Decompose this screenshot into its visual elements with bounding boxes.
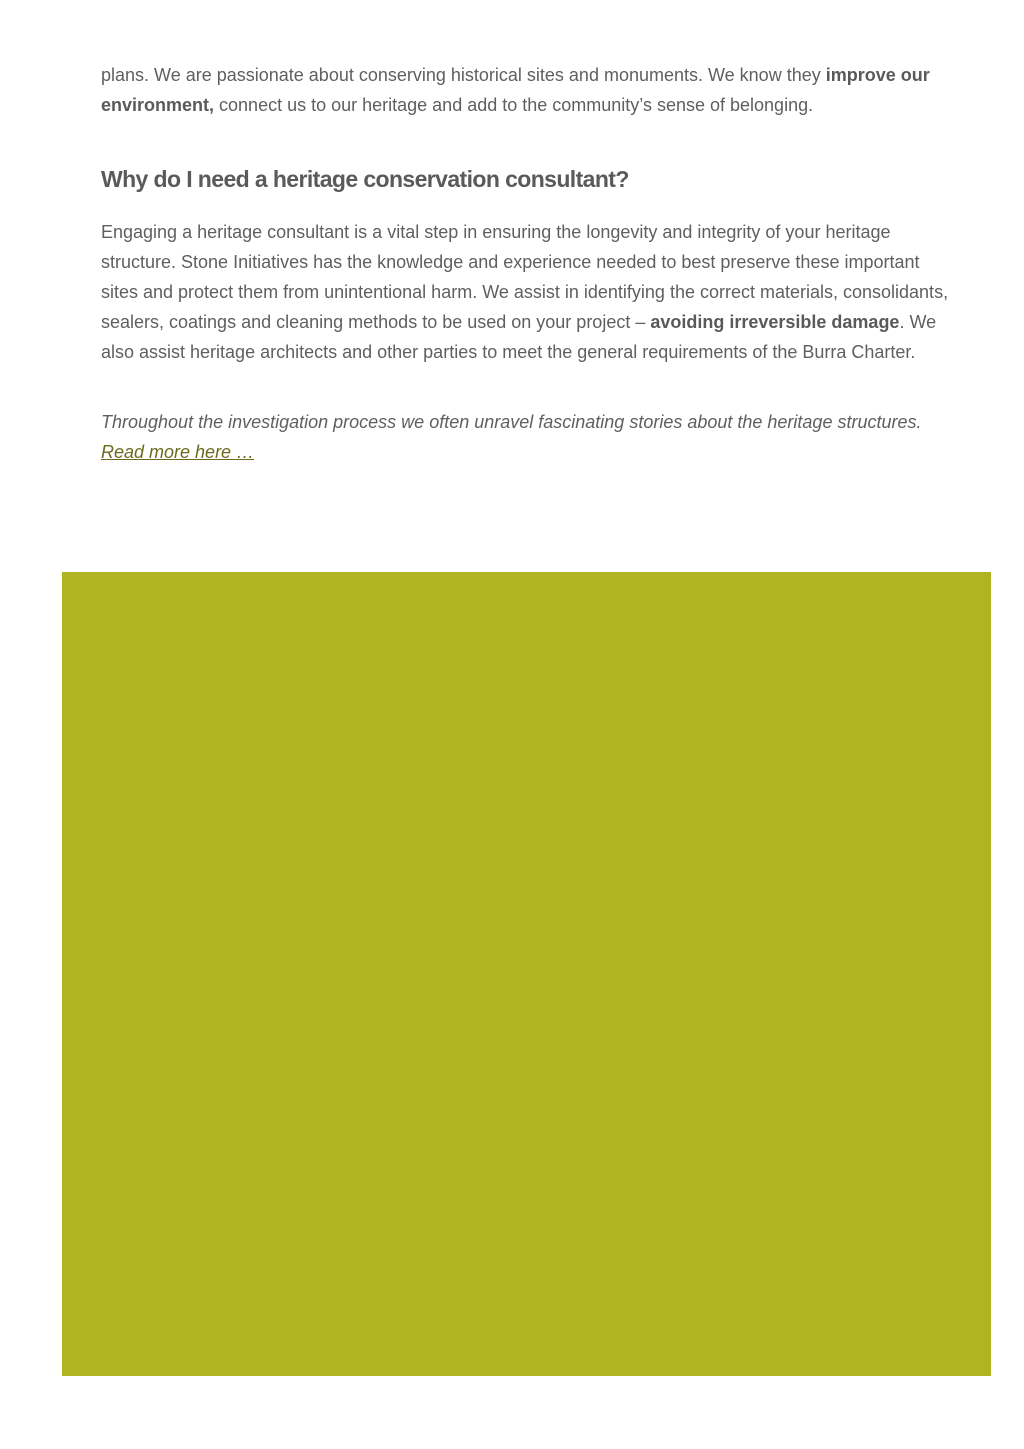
body-text-after: . We also assist heritage architects and other parties to meet the general requirements of the Burra Charter. [101, 312, 937, 362]
section-heading: Why do I need a heritage conservation consultant? [101, 166, 629, 192]
article-content [101, 60, 951, 467]
green-feature-panel [62, 572, 991, 1376]
body-bold-text: avoiding irreversible damage [650, 312, 900, 332]
stories-text: Throughout the investigation process we often unravel fascinating stories about the heritage structures. [101, 412, 922, 432]
section-body-paragraph [101, 217, 951, 367]
intro-bold-text: improve our environment, [101, 65, 930, 115]
read-more-link[interactable]: Read more here … [101, 442, 255, 462]
stories-paragraph [101, 407, 951, 467]
body-text-before: Engaging a heritage consultant is a vital step in ensuring the longevity and integrity of your heritage structure. Stone Initiatives has the knowledge and experience needed to best preserve these important sites and protect them from unintentional harm. We assist in identifying the correct materials, consolidants, sealers, coatings and cleaning methods to be used on your project – [101, 222, 949, 332]
intro-text-before: plans. We are passionate about conserving historical sites and monuments. We know they [101, 65, 826, 85]
intro-text-after: connect us to our heritage and add to the community’s sense of belonging. [214, 95, 814, 115]
intro-paragraph [101, 60, 951, 120]
